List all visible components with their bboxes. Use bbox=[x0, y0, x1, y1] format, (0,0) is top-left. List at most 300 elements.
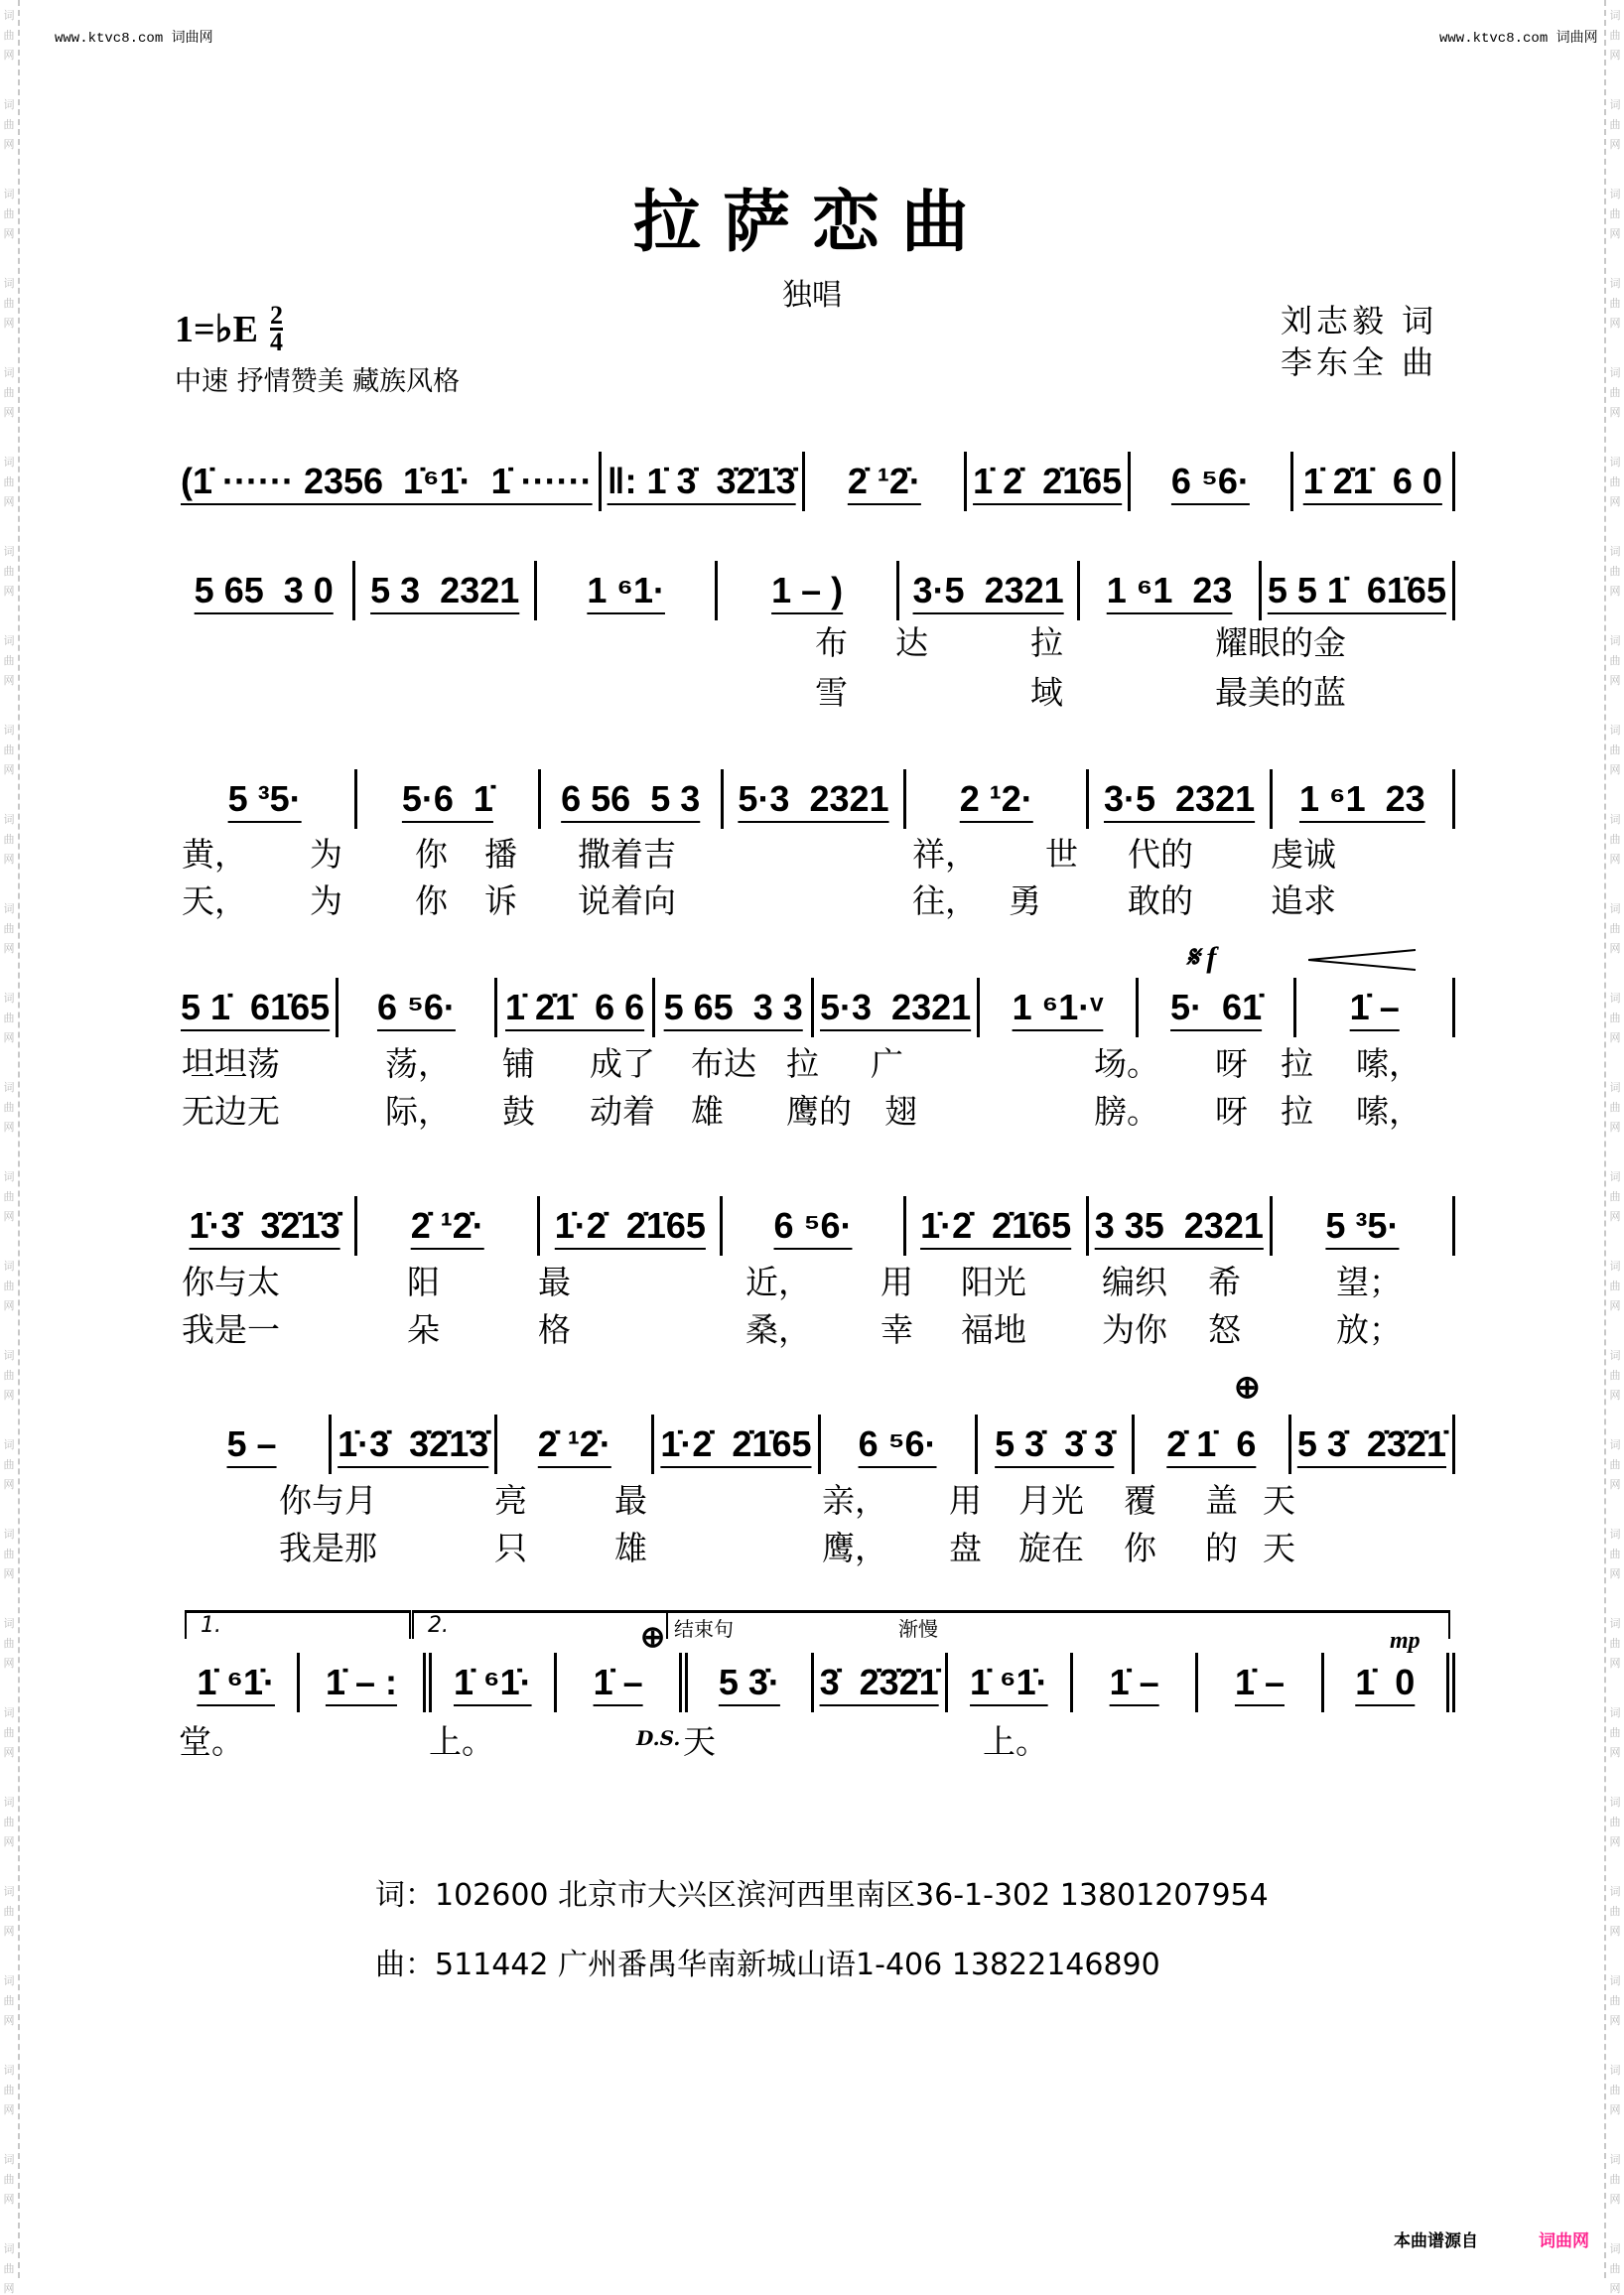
ending-bracket bbox=[660, 1610, 1450, 1639]
measure: 5 3̇ 3̇ 3̇ bbox=[978, 1415, 1135, 1474]
measure: 1̇ – bbox=[1073, 1653, 1198, 1712]
watermark-char: 网 bbox=[3, 2282, 15, 2295]
lyric-syllable: 际， bbox=[385, 1092, 451, 1131]
lyric-syllable: 亮 bbox=[494, 1481, 527, 1520]
watermark-char: 词 bbox=[3, 813, 15, 826]
lyric-syllable: 世 bbox=[1045, 835, 1078, 874]
watermark-char: 曲 bbox=[1609, 1637, 1621, 1650]
coda-mark: ⊕ bbox=[1234, 1369, 1261, 1405]
watermark-char: 词 bbox=[3, 1706, 15, 1719]
measure: 1̇ 2̇1̇ 6 0 bbox=[1293, 452, 1455, 511]
watermark-char: 网 bbox=[3, 1746, 15, 1759]
measure: 1̇ – : bbox=[300, 1653, 431, 1712]
measure: 5·3 2321 bbox=[724, 769, 906, 829]
watermark-char: 词 bbox=[1609, 1706, 1621, 1719]
watermark-char: 网 bbox=[3, 1478, 15, 1491]
lyric-syllable: 布 bbox=[815, 623, 848, 662]
lyric-syllable: 场。 bbox=[1094, 1044, 1159, 1083]
watermark-char: 网 bbox=[1609, 942, 1621, 955]
watermark-char: 曲 bbox=[3, 1905, 15, 1918]
watermark-char: 曲 bbox=[3, 207, 15, 220]
watermark-char: 网 bbox=[3, 1925, 15, 1938]
watermark-char: 词 bbox=[1609, 2242, 1621, 2255]
watermark-char: 词 bbox=[1609, 1885, 1621, 1898]
watermark-char: 曲 bbox=[1609, 207, 1621, 220]
watermark-char: 网 bbox=[3, 49, 15, 62]
watermark-char: 网 bbox=[3, 674, 15, 687]
measure: 5 3̇ 2̇3̇2̇1̇ bbox=[1291, 1415, 1455, 1474]
lyric-syllable: 望； bbox=[1336, 1263, 1402, 1301]
watermark-char: 曲 bbox=[3, 1548, 15, 1560]
watermark-char: 曲 bbox=[3, 1101, 15, 1114]
lyric-syllable: 朵 bbox=[407, 1310, 440, 1349]
ending-label: 结束句 bbox=[674, 1617, 734, 1641]
site-url-left: www.ktvc8.com 词曲网 bbox=[55, 31, 213, 47]
site-url-right: www.ktvc8.com 词曲网 bbox=[1439, 31, 1598, 47]
watermark-char: 曲 bbox=[1609, 1012, 1621, 1024]
lyric-syllable: 敢的 bbox=[1128, 881, 1193, 920]
segno-forte-mark: 𝄋 f bbox=[1186, 941, 1217, 974]
watermark-char: 网 bbox=[1609, 227, 1621, 240]
watermark-char: 网 bbox=[3, 1389, 15, 1402]
watermark-char: 曲 bbox=[3, 565, 15, 578]
measure: 1̇ ⁶1̇· bbox=[175, 1653, 300, 1712]
watermark-char: 词 bbox=[3, 1528, 15, 1541]
lyric-syllable: 天 bbox=[683, 1722, 716, 1761]
watermark-char: 曲 bbox=[1609, 1369, 1621, 1382]
watermark-char: 曲 bbox=[3, 743, 15, 756]
measure: 5 ³5· bbox=[1273, 1196, 1455, 1256]
watermark-char: 词 bbox=[1609, 1796, 1621, 1809]
time-top: 2 bbox=[269, 301, 283, 330]
measure: 2̇ ¹2̇· bbox=[805, 452, 967, 511]
measure: 1̇ 2̇1̇ 6 6 bbox=[497, 978, 656, 1037]
lyric-syllable: 月光 bbox=[1018, 1481, 1084, 1520]
watermark-char: 网 bbox=[1609, 1835, 1621, 1848]
watermark-char: 网 bbox=[1609, 2282, 1621, 2295]
lyric-syllable: 我是一 bbox=[182, 1310, 280, 1349]
watermark-char: 曲 bbox=[3, 475, 15, 488]
watermark-char: 曲 bbox=[3, 1458, 15, 1471]
watermark-char: 词 bbox=[3, 724, 15, 737]
lyric-syllable: 布达 bbox=[691, 1044, 756, 1083]
watermark-char: 曲 bbox=[1609, 475, 1621, 488]
ritardando-label: 渐慢 bbox=[898, 1617, 938, 1641]
watermark-char: 词 bbox=[3, 1796, 15, 1809]
watermark-char: 词 bbox=[1609, 813, 1621, 826]
watermark-char: 网 bbox=[1609, 49, 1621, 62]
score-row-3 bbox=[175, 769, 1455, 829]
lyric-syllable: 铺 bbox=[502, 1044, 535, 1083]
lyric-syllable: 嗦， bbox=[1356, 1044, 1421, 1083]
score-row-4 bbox=[175, 978, 1455, 1037]
watermark-char: 网 bbox=[3, 942, 15, 955]
watermark-char: 网 bbox=[1609, 1210, 1621, 1223]
dynamic-mp: mp bbox=[1390, 1628, 1421, 1654]
lyric-syllable: 无边无 bbox=[182, 1092, 280, 1131]
measure: 6 ⁵6· bbox=[338, 978, 497, 1037]
measure: 5· 61̇ bbox=[1139, 978, 1297, 1037]
lyric-syllable: 呀 bbox=[1215, 1092, 1248, 1131]
lyric-syllable: 你与月 bbox=[279, 1481, 377, 1520]
lyric-syllable: 希 bbox=[1208, 1263, 1241, 1301]
lyric-syllable: 你 bbox=[415, 835, 448, 874]
watermark-char: 词 bbox=[3, 1081, 15, 1094]
measure: 6 ⁵6· bbox=[723, 1196, 905, 1256]
lyric-syllable: 诉 bbox=[484, 881, 517, 920]
watermark-char: 网 bbox=[3, 853, 15, 866]
measure: 5 1̇ 61̇65 bbox=[175, 978, 338, 1037]
lyric-syllable: 覆 bbox=[1124, 1481, 1156, 1520]
watermark-char: 网 bbox=[1609, 1567, 1621, 1580]
coda-mark-2: ⊕ bbox=[640, 1621, 666, 1654]
watermark-char: 词 bbox=[3, 1885, 15, 1898]
watermark-char: 词 bbox=[3, 188, 15, 201]
lyric-syllable: 最 bbox=[614, 1481, 647, 1520]
measure: 2̇ ¹2̇· bbox=[357, 1196, 540, 1256]
score-row-2 bbox=[175, 561, 1455, 620]
watermark-char: 曲 bbox=[1609, 1101, 1621, 1114]
lyric-syllable: 放； bbox=[1336, 1310, 1402, 1349]
key-label: 1=♭E bbox=[175, 309, 258, 350]
measure: 1̇·2̇ 2̇1̇65 bbox=[906, 1196, 1089, 1256]
watermark-char: 网 bbox=[1609, 1299, 1621, 1312]
lyric-syllable: 旋在 bbox=[1018, 1529, 1084, 1567]
watermark-char: 词 bbox=[3, 902, 15, 915]
watermark-char: 网 bbox=[1609, 406, 1621, 419]
watermark-char: 网 bbox=[3, 1299, 15, 1312]
watermark-char: 词 bbox=[3, 1438, 15, 1451]
watermark-char: 网 bbox=[3, 1031, 15, 1044]
lyric-syllable: 最 bbox=[538, 1263, 571, 1301]
watermark-char: 曲 bbox=[1609, 743, 1621, 756]
watermark-char: 网 bbox=[1609, 1657, 1621, 1670]
measure: 1 ⁶1·ᵛ bbox=[980, 978, 1139, 1037]
watermark-char: 曲 bbox=[1609, 922, 1621, 935]
lyric-syllable: 为 bbox=[310, 835, 342, 874]
lyric-syllable: 虔诚 bbox=[1271, 835, 1336, 874]
watermark-char: 词 bbox=[3, 456, 15, 469]
lyric-syllable: 天 bbox=[1263, 1529, 1295, 1567]
lyric-syllable: 盖 bbox=[1205, 1481, 1238, 1520]
watermark-char: 词 bbox=[3, 277, 15, 290]
lyric-syllable: 嗦， bbox=[1356, 1092, 1421, 1131]
watermark-char: 网 bbox=[3, 1657, 15, 1670]
watermark-char: 词 bbox=[1609, 1170, 1621, 1183]
watermark-char: 词 bbox=[1609, 188, 1621, 201]
watermark-char: 曲 bbox=[1609, 2173, 1621, 2186]
watermark-char: 曲 bbox=[3, 1190, 15, 1203]
lyric-syllable: 鹰， bbox=[822, 1529, 887, 1567]
lyric-syllable: 动着 bbox=[590, 1092, 655, 1131]
lyric-syllable: 亲， bbox=[822, 1481, 887, 1520]
watermark-char: 网 bbox=[1609, 1031, 1621, 1044]
watermark-char: 词 bbox=[3, 1170, 15, 1183]
watermark-char: 网 bbox=[3, 1121, 15, 1134]
watermark-char: 曲 bbox=[1609, 1726, 1621, 1739]
watermark-char: 网 bbox=[1609, 1389, 1621, 1402]
lyric-syllable: 播 bbox=[484, 835, 517, 874]
measure: 5·6 1̇ bbox=[357, 769, 540, 829]
lyric-syllable: 撒着吉 bbox=[578, 835, 676, 874]
lyric-syllable: 说着向 bbox=[578, 881, 676, 920]
watermark-char: 曲 bbox=[1609, 1458, 1621, 1471]
watermark-char: 曲 bbox=[3, 1369, 15, 1382]
measure: 6 ⁵6· bbox=[821, 1415, 978, 1474]
watermark-char: 曲 bbox=[1609, 1816, 1621, 1828]
lyric-syllable: 格 bbox=[538, 1310, 571, 1349]
watermark-char: 词 bbox=[1609, 2153, 1621, 2166]
watermark-char: 曲 bbox=[3, 1816, 15, 1828]
measure: 5 65 3 3 bbox=[655, 978, 814, 1037]
lyric-syllable: 雄 bbox=[691, 1092, 724, 1131]
lyric-syllable: 呀 bbox=[1215, 1044, 1248, 1083]
score-row-7 bbox=[175, 1653, 1455, 1712]
watermark-char: 网 bbox=[3, 585, 15, 598]
lyric-syllable: 盘 bbox=[949, 1529, 982, 1567]
watermark-char: 曲 bbox=[3, 1637, 15, 1650]
lyric-syllable: 拉 bbox=[786, 1044, 819, 1083]
volta-1: 1. bbox=[185, 1610, 411, 1639]
lyric-syllable: 我是那 bbox=[279, 1529, 377, 1567]
watermark-char: 词 bbox=[3, 1617, 15, 1630]
watermark-char: 曲 bbox=[3, 1012, 15, 1024]
watermark-char: 曲 bbox=[3, 2173, 15, 2186]
watermark-char: 曲 bbox=[3, 2262, 15, 2275]
watermark-char: 网 bbox=[1609, 1121, 1621, 1134]
lyric-syllable: 雄 bbox=[614, 1529, 647, 1567]
watermark-char: 词 bbox=[1609, 1260, 1621, 1273]
lyric-syllable: 膀。 bbox=[1094, 1092, 1159, 1131]
watermark-char: 词 bbox=[3, 992, 15, 1005]
watermark-char: 曲 bbox=[3, 1280, 15, 1292]
lyric-syllable: 耀眼的金 bbox=[1215, 623, 1346, 662]
watermark-char: 词 bbox=[1609, 1974, 1621, 1987]
watermark-char: 网 bbox=[1609, 2014, 1621, 2027]
watermark-char: 曲 bbox=[1609, 29, 1621, 42]
lyric-syllable: 拉 bbox=[1281, 1092, 1313, 1131]
watermark-char: 词 bbox=[1609, 545, 1621, 558]
lyric-syllable: 广 bbox=[871, 1044, 903, 1083]
watermark-right bbox=[1604, 0, 1624, 2295]
watermark-char: 网 bbox=[3, 317, 15, 330]
watermark-char: 网 bbox=[1609, 138, 1621, 151]
measure: 1̇·2̇ 2̇1̇65 bbox=[540, 1196, 723, 1256]
lyric-syllable: 鼓 bbox=[502, 1092, 535, 1131]
lyric-syllable: 拉 bbox=[1281, 1044, 1313, 1083]
watermark-char: 词 bbox=[1609, 1081, 1621, 1094]
measure: ‖: 1̇ 3̇ 3̇2̇1̇3̇ bbox=[602, 452, 805, 511]
watermark-char: 曲 bbox=[1609, 1905, 1621, 1918]
watermark-char: 词 bbox=[3, 2064, 15, 2077]
lyric-syllable: 为 bbox=[310, 881, 342, 920]
watermark-char: 曲 bbox=[3, 2084, 15, 2096]
measure: 1̇ ⁶1̇· bbox=[432, 1653, 557, 1712]
measure: 3·5 2321 bbox=[1089, 769, 1272, 829]
watermark-char: 曲 bbox=[3, 1726, 15, 1739]
watermark-char: 网 bbox=[1609, 317, 1621, 330]
watermark-char: 网 bbox=[3, 1210, 15, 1223]
lyric-syllable: 天 bbox=[1263, 1481, 1295, 1520]
lyric-syllable: 堂。 bbox=[179, 1722, 244, 1761]
watermark-char: 曲 bbox=[3, 29, 15, 42]
watermark-char: 网 bbox=[1609, 1925, 1621, 1938]
measure: 6 56 5 3 bbox=[541, 769, 724, 829]
watermark-char: 词 bbox=[3, 1974, 15, 1987]
measure: 5 5 1̇ 61̇65 bbox=[1262, 561, 1455, 620]
watermark-char: 网 bbox=[3, 1835, 15, 1848]
lyric-syllable: 编织 bbox=[1102, 1263, 1167, 1301]
score-row-1 bbox=[175, 452, 1455, 511]
watermark-char: 网 bbox=[1609, 585, 1621, 598]
measure: 2̇ ¹2̇· bbox=[497, 1415, 654, 1474]
lyric-syllable: 达 bbox=[895, 623, 928, 662]
watermark-char: 词 bbox=[1609, 1528, 1621, 1541]
watermark-char: 词 bbox=[3, 545, 15, 558]
watermark-char: 词 bbox=[1609, 992, 1621, 1005]
watermark-char: 网 bbox=[3, 2014, 15, 2027]
measure: 2̇ 1̇ 6 bbox=[1135, 1415, 1291, 1474]
lyric-syllable: 祥， bbox=[912, 835, 978, 874]
lyric-syllable: 天， bbox=[182, 881, 247, 920]
watermark-char: 曲 bbox=[3, 297, 15, 310]
watermark-left bbox=[0, 0, 20, 2295]
watermark-char: 曲 bbox=[1609, 833, 1621, 846]
watermark-char: 曲 bbox=[1609, 2262, 1621, 2275]
watermark-char: 词 bbox=[3, 366, 15, 379]
crescendo-hairpin bbox=[1308, 948, 1418, 972]
watermark-char: 词 bbox=[3, 9, 15, 22]
lyric-syllable: 用 bbox=[880, 1263, 913, 1301]
lyricist-credit: 刘志毅 词 bbox=[1281, 302, 1438, 339]
score-row-5 bbox=[175, 1196, 1455, 1256]
performance-type: 独唱 bbox=[782, 278, 842, 313]
measure: 1̇ 0 bbox=[1324, 1653, 1455, 1712]
lyric-syllable: 代的 bbox=[1128, 835, 1193, 874]
watermark-char: 曲 bbox=[1609, 1548, 1621, 1560]
watermark-char: 词 bbox=[1609, 1617, 1621, 1630]
lyric-syllable: 雪 bbox=[815, 673, 848, 712]
score-row-6 bbox=[175, 1415, 1455, 1474]
watermark-char: 曲 bbox=[3, 833, 15, 846]
watermark-char: 曲 bbox=[1609, 565, 1621, 578]
watermark-char: 曲 bbox=[3, 654, 15, 667]
time-signature bbox=[269, 301, 283, 356]
watermark-char: 词 bbox=[1609, 724, 1621, 737]
watermark-char: 词 bbox=[1609, 902, 1621, 915]
measure: 3 35 2321 bbox=[1089, 1196, 1273, 1256]
lyric-syllable: 成了 bbox=[590, 1044, 655, 1083]
measure: 3·5 2321 bbox=[899, 561, 1080, 620]
lyric-syllable: 勇 bbox=[1009, 881, 1041, 920]
song-title: 拉萨恋曲 bbox=[632, 183, 991, 262]
lyric-syllable: D.S. bbox=[636, 1726, 681, 1750]
watermark-char: 词 bbox=[1609, 2064, 1621, 2077]
watermark-char: 曲 bbox=[1609, 297, 1621, 310]
lyric-syllable: 你 bbox=[1124, 1529, 1156, 1567]
measure: 5 ³5· bbox=[175, 769, 357, 829]
lyric-syllable: 用 bbox=[949, 1481, 982, 1520]
watermark-char: 曲 bbox=[1609, 2084, 1621, 2096]
watermark-char: 网 bbox=[1609, 1746, 1621, 1759]
key-signature bbox=[175, 301, 283, 356]
measure: 1̇ ⁶1̇· bbox=[948, 1653, 1073, 1712]
time-bottom: 4 bbox=[269, 328, 283, 356]
lyric-syllable: 怒 bbox=[1208, 1310, 1241, 1349]
watermark-char: 曲 bbox=[1609, 654, 1621, 667]
measure: 3̇ 2̇3̇2̇1̇ bbox=[814, 1653, 948, 1712]
watermark-char: 网 bbox=[1609, 2103, 1621, 2116]
lyric-syllable: 黄， bbox=[182, 835, 247, 874]
measure: 1̇ – bbox=[1198, 1653, 1323, 1712]
lyric-syllable: 坦坦荡 bbox=[182, 1044, 280, 1083]
watermark-char: 网 bbox=[3, 495, 15, 508]
watermark-char: 网 bbox=[3, 1567, 15, 1580]
lyric-syllable: 只 bbox=[494, 1529, 527, 1567]
lyric-syllable: 幸 bbox=[880, 1310, 913, 1349]
watermark-char: 网 bbox=[1609, 2193, 1621, 2206]
measure: 5 65 3 0 bbox=[175, 561, 355, 620]
lyric-syllable: 荡， bbox=[385, 1044, 451, 1083]
lyric-syllable: 往， bbox=[912, 881, 978, 920]
watermark-char: 网 bbox=[3, 763, 15, 776]
measure: 2 ¹2· bbox=[906, 769, 1089, 829]
watermark-char: 网 bbox=[1609, 763, 1621, 776]
lyric-syllable: 你 bbox=[415, 881, 448, 920]
source-label: 本曲谱源自 bbox=[1394, 2231, 1478, 2251]
measure: (1̇ ······ 2356 1̇⁶1̇· 1̇ ······ bbox=[175, 452, 602, 511]
composer-credit: 李东全 曲 bbox=[1281, 343, 1438, 381]
watermark-char: 网 bbox=[3, 406, 15, 419]
watermark-char: 词 bbox=[1609, 366, 1621, 379]
measure: 5 – bbox=[175, 1415, 332, 1474]
measure: 1 ⁶1 23 bbox=[1080, 561, 1261, 620]
measure: 1̇·3̇ 3̇2̇1̇3̇ bbox=[175, 1196, 357, 1256]
measure: 1̇ – bbox=[557, 1653, 688, 1712]
measure: 1 – ) bbox=[718, 561, 898, 620]
watermark-char: 词 bbox=[1609, 98, 1621, 111]
lyricist-address: 词：102600 北京市大兴区滨河西里南区36-1-302 13801207954 bbox=[375, 1878, 1269, 1913]
watermark-char: 词 bbox=[3, 98, 15, 111]
measure: 1̇ 2̇ 2̇1̇65 bbox=[967, 452, 1131, 511]
lyric-syllable: 阳 bbox=[407, 1263, 440, 1301]
watermark-char: 词 bbox=[3, 1349, 15, 1362]
measure: 1 ⁶1· bbox=[537, 561, 718, 620]
lyric-syllable: 福地 bbox=[961, 1310, 1026, 1349]
watermark-char: 曲 bbox=[3, 118, 15, 131]
lyric-syllable: 桑， bbox=[745, 1310, 811, 1349]
tempo-marking: 中速 抒情赞美 藏族风格 bbox=[175, 366, 461, 397]
measure: 5 3̇· bbox=[688, 1653, 813, 1712]
brand-link[interactable]: 词曲网 bbox=[1539, 2231, 1589, 2251]
watermark-char: 曲 bbox=[1609, 118, 1621, 131]
watermark-char: 词 bbox=[1609, 634, 1621, 647]
measure: 5 3 2321 bbox=[355, 561, 536, 620]
watermark-char: 词 bbox=[1609, 456, 1621, 469]
lyric-syllable: 为你 bbox=[1102, 1310, 1167, 1349]
watermark-char: 网 bbox=[3, 227, 15, 240]
watermark-char: 曲 bbox=[1609, 386, 1621, 399]
watermark-char: 词 bbox=[3, 1260, 15, 1273]
measure: 1̇·3̇ 3̇2̇1̇3̇ bbox=[332, 1415, 497, 1474]
lyric-syllable: 你与太 bbox=[182, 1263, 280, 1301]
measure: 5·3 2321 bbox=[814, 978, 980, 1037]
lyric-syllable: 上。 bbox=[983, 1722, 1048, 1761]
lyric-syllable: 翅 bbox=[884, 1092, 917, 1131]
watermark-char: 词 bbox=[1609, 1438, 1621, 1451]
lyric-syllable: 最美的蓝 bbox=[1215, 673, 1346, 712]
lyric-syllable: 鹰的 bbox=[786, 1092, 852, 1131]
